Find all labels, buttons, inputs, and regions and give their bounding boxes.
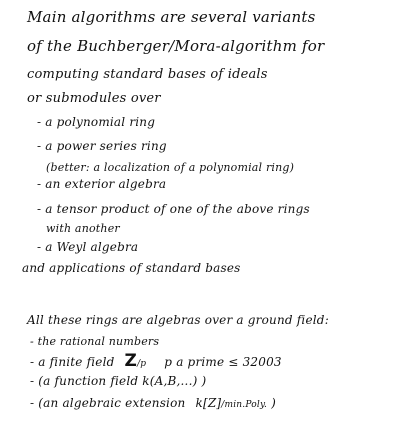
- extension-close-paren: ): [271, 396, 276, 410]
- finite-field-symbol: Z: [124, 351, 138, 371]
- finite-field-prefix: - a finite field: [30, 355, 115, 369]
- ground-field-item-function-field: - (a function field k(A,B,...) ): [30, 374, 207, 388]
- list-item-weyl-algebra: - a Weyl algebra: [37, 240, 139, 254]
- list-item-exterior-algebra: - an exterior algebra: [37, 177, 167, 191]
- ground-field-heading: All these rings are algebras over a ground field:: [27, 313, 329, 327]
- heading-line-2: of the Buchberger/Mora-algorithm for: [27, 37, 325, 55]
- heading-line-1: Main algorithms are several variants: [27, 8, 316, 26]
- heading-line-3: computing standard bases of ideals: [27, 67, 268, 82]
- extension-subscript: /min.Poly.: [221, 400, 268, 410]
- list-item-tensor-product-continued: with another: [46, 222, 120, 235]
- list-item-localization-note: (better: a localization of a polynomial ring): [46, 161, 295, 174]
- ground-field-item-algebraic-extension: [30, 397, 276, 410]
- heading-line-4: or submodules over: [27, 91, 161, 106]
- finite-field-condition: p a prime ≤ 32003: [164, 355, 282, 369]
- list-item-power-series-ring: - a power series ring: [37, 139, 167, 153]
- list-item-polynomial-ring: - a polynomial ring: [37, 115, 156, 129]
- list-item-tensor-product: - a tensor product of one of the above rings: [37, 202, 310, 216]
- ground-field-item-finite-field: [30, 353, 282, 370]
- finite-field-subscript: /p: [137, 359, 147, 369]
- ground-field-item-rationals: - the rational numbers: [30, 335, 160, 348]
- extension-prefix: - (an algebraic extension: [30, 396, 186, 410]
- closing-line: and applications of standard bases: [22, 261, 241, 275]
- extension-field: k[Z]: [195, 396, 222, 410]
